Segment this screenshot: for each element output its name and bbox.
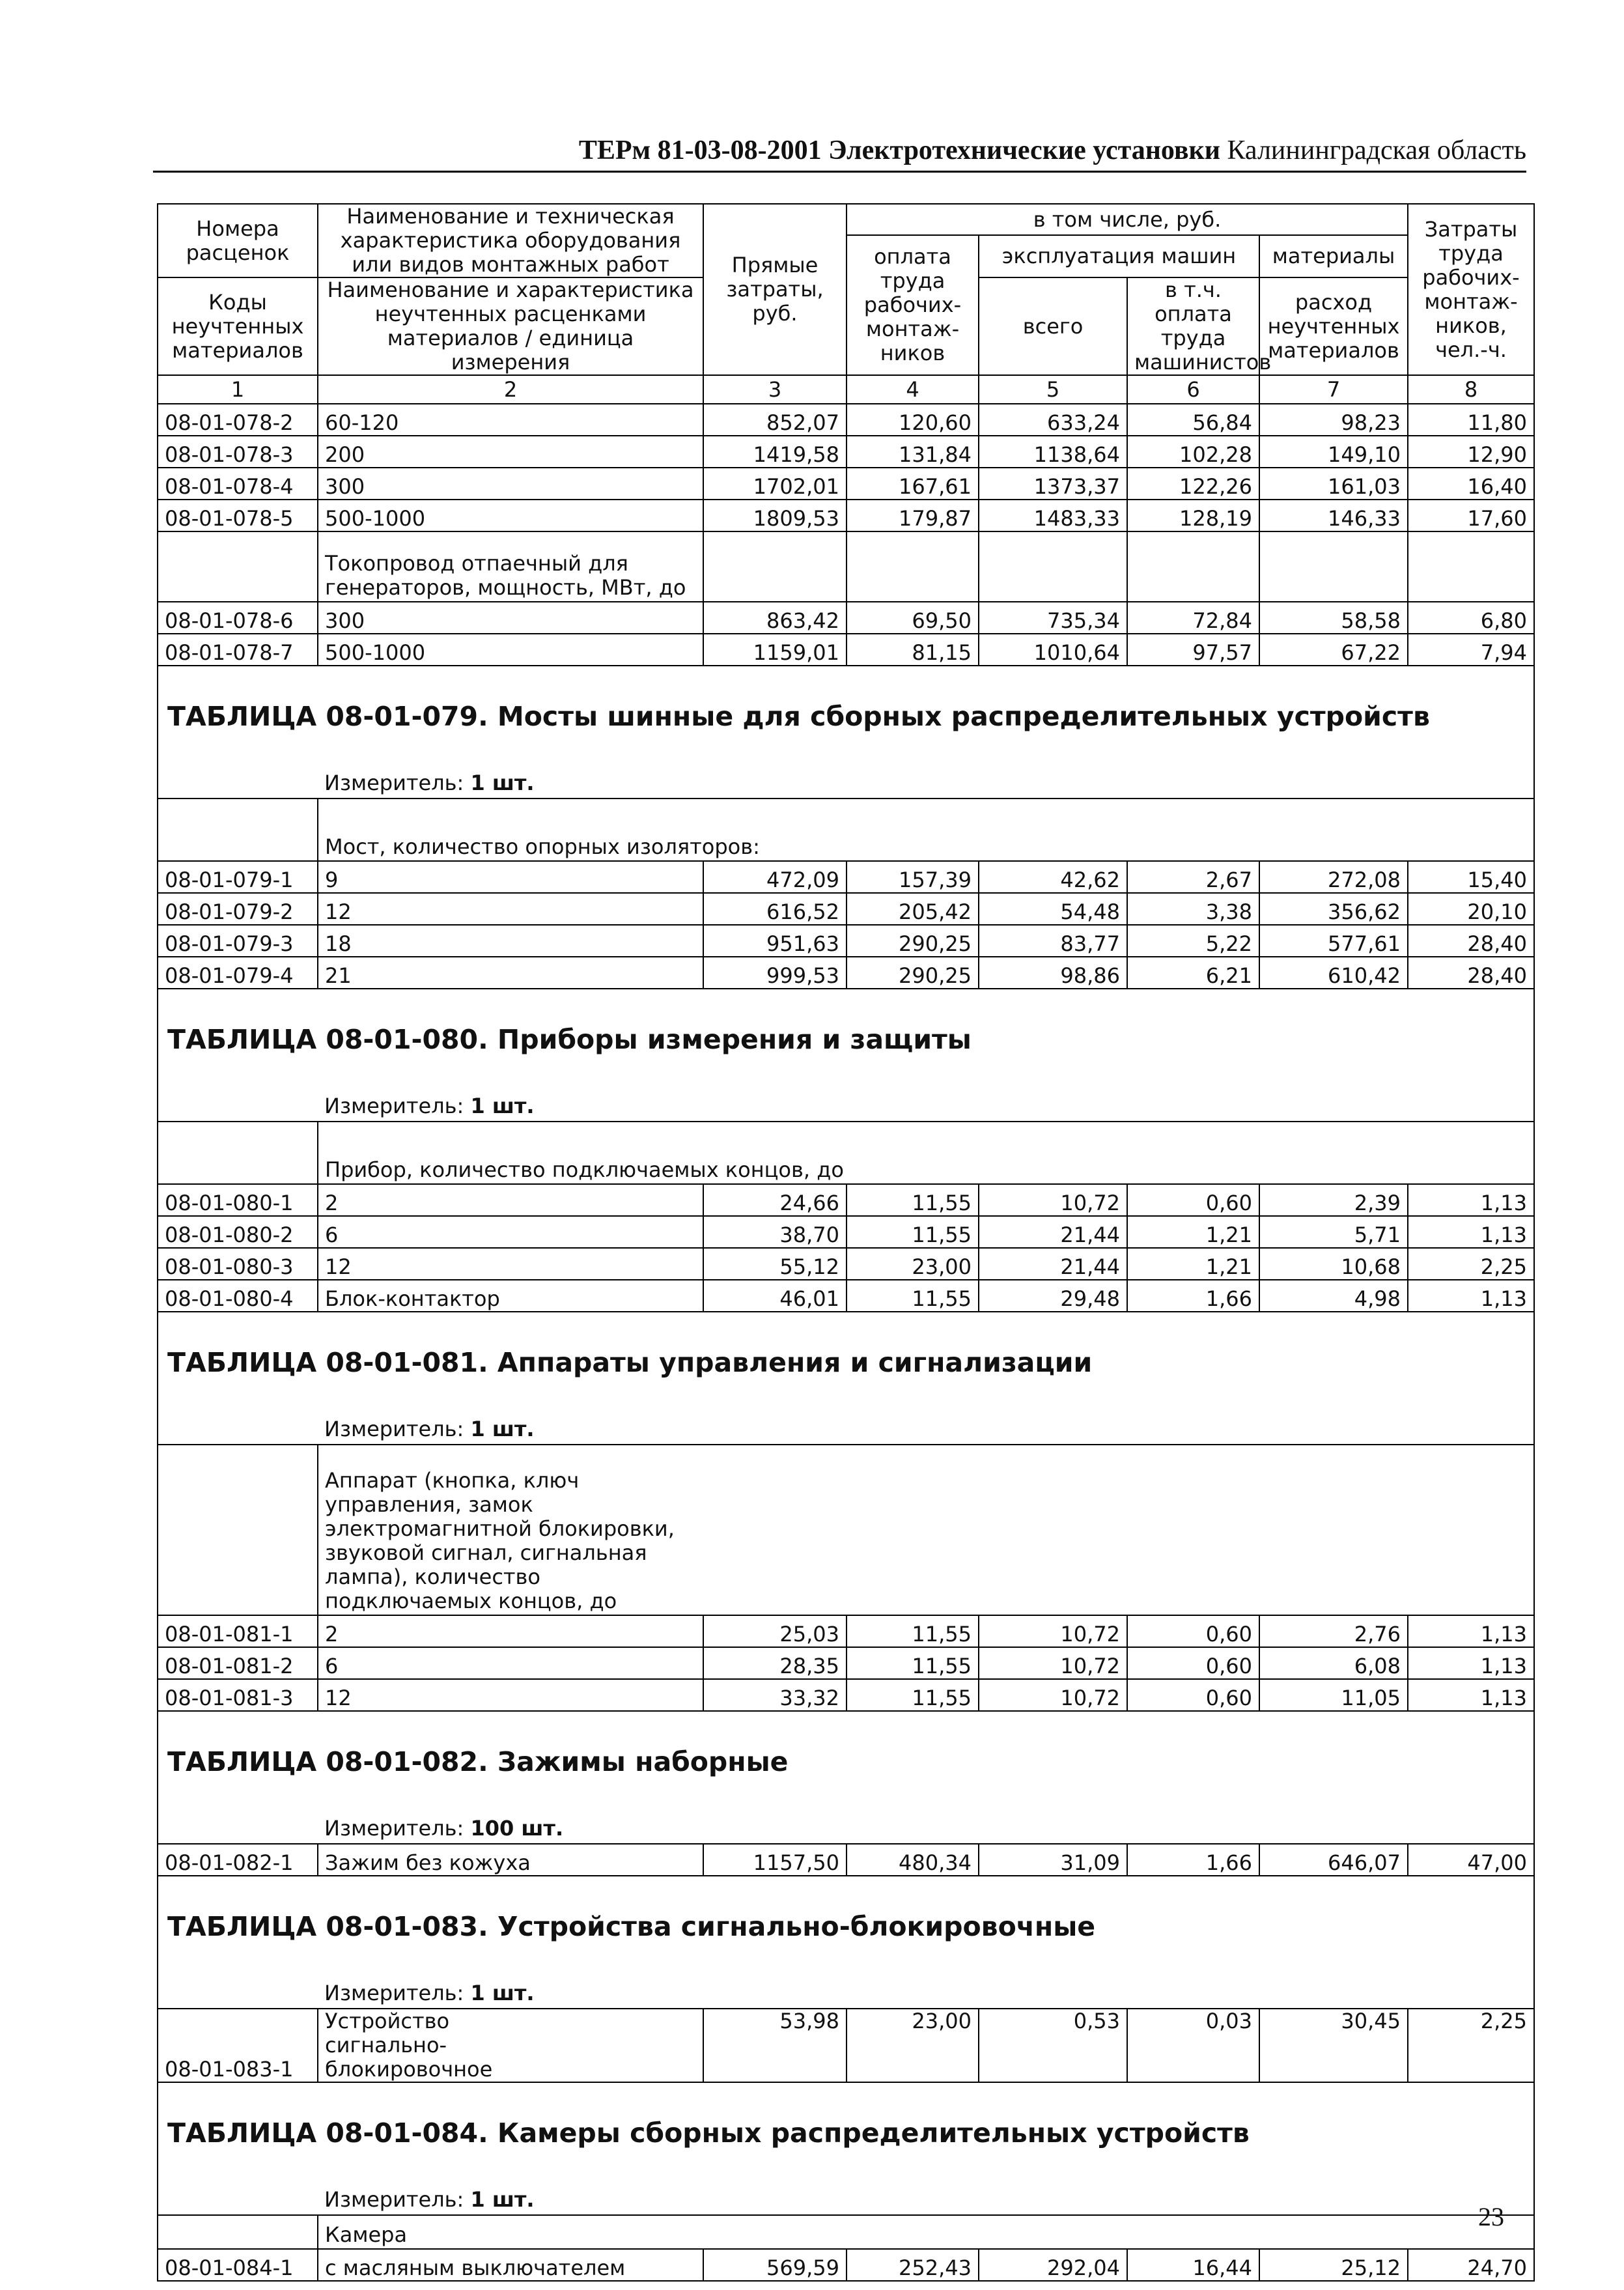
unit-row (318, 1083, 1534, 1122)
materials-cost: 11,05 (1259, 1679, 1408, 1711)
table-row (158, 468, 1534, 500)
col-number: 3 (703, 375, 847, 404)
machinist-wages: 1,66 (1127, 1844, 1259, 1876)
unit-value: 1 шт. (470, 1094, 535, 1118)
blank-cell (158, 1122, 318, 1184)
labor-hours: 1,13 (1408, 1647, 1534, 1679)
labor-hours: 20,10 (1408, 893, 1534, 925)
group-label: Мост, количество опорных изоляторов: (318, 799, 1534, 861)
wages-cost: 81,15 (847, 634, 979, 666)
rates-table (157, 203, 1535, 2282)
section-078b (158, 531, 1534, 602)
wages-cost: 290,25 (847, 957, 979, 989)
direct-cost: 863,42 (703, 602, 847, 634)
materials-cost: 2,39 (1259, 1184, 1408, 1216)
direct-cost: 852,07 (703, 404, 847, 436)
rate-code: 08-01-084-1 (158, 2249, 318, 2281)
table-row (158, 404, 1534, 436)
wages-cost: 290,25 (847, 925, 979, 957)
page-number: 23 (1478, 2202, 1504, 2231)
machinist-wages: 1,21 (1127, 1248, 1259, 1280)
header-subject: Электротехнические установки (828, 135, 1220, 165)
machinist-wages: 128,19 (1127, 500, 1259, 531)
col-number: 7 (1259, 375, 1408, 404)
header-region: Калининградская область (1227, 135, 1526, 165)
rate-code: 08-01-078-7 (158, 634, 318, 666)
rate-name: 12 (318, 1679, 703, 1711)
blank-cell (158, 799, 318, 861)
wages-cost: 11,55 (847, 1679, 979, 1711)
machines-cost: 10,72 (979, 1184, 1127, 1216)
labor-hours: 12,90 (1408, 436, 1534, 468)
machines-cost: 21,44 (979, 1216, 1127, 1248)
materials-cost: 577,61 (1259, 925, 1408, 957)
unit-row (318, 1406, 1534, 1445)
machines-cost: 98,86 (979, 957, 1127, 989)
direct-cost: 1702,01 (703, 468, 847, 500)
wages-cost: 179,87 (847, 500, 979, 531)
col-number: 6 (1127, 375, 1259, 404)
wages-cost: 11,55 (847, 1184, 979, 1216)
direct-cost: 1159,01 (703, 634, 847, 666)
direct-cost: 33,32 (703, 1679, 847, 1711)
labor-hours: 47,00 (1408, 1844, 1534, 1876)
rows-082 (158, 1844, 1534, 1876)
rate-code: 08-01-078-2 (158, 404, 318, 436)
table-row (158, 1216, 1534, 1248)
machines-cost: 21,44 (979, 1248, 1127, 1280)
machinist-wages: 0,60 (1127, 1615, 1259, 1647)
direct-cost: 951,63 (703, 925, 847, 957)
machinist-wages: 0,60 (1127, 1647, 1259, 1679)
rate-code: 08-01-079-1 (158, 861, 318, 893)
machines-cost: 31,09 (979, 1844, 1127, 1876)
rate-code: 08-01-080-2 (158, 1216, 318, 1248)
machinist-wages: 56,84 (1127, 404, 1259, 436)
table-caption: ТАБЛИЦА 08-01-080. Приборы измерения и защиты (158, 989, 1534, 1083)
machines-cost: 1373,37 (979, 468, 1127, 500)
rows-083 (158, 2009, 1534, 2082)
unit-label: Измеритель: (324, 1094, 464, 1118)
direct-cost: 28,35 (703, 1647, 847, 1679)
unit-row (318, 2177, 1534, 2215)
machines-cost: 10,72 (979, 1647, 1127, 1679)
table-row (158, 893, 1534, 925)
labor-hours: 16,40 (1408, 468, 1534, 500)
rate-name: 6 (318, 1216, 703, 1248)
rate-name: 9 (318, 861, 703, 893)
rate-code: 08-01-080-1 (158, 1184, 318, 1216)
wages-cost: 11,55 (847, 1647, 979, 1679)
table-row (158, 2249, 1534, 2281)
rate-name: Устройство сигнально-блокировочное (318, 2009, 703, 2082)
rate-name: 6 (318, 1647, 703, 1679)
header-code: ТЕРм 81-03-08-2001 (578, 135, 822, 165)
direct-cost: 46,01 (703, 1280, 847, 1312)
table-row (158, 634, 1534, 666)
labor-hours: 15,40 (1408, 861, 1534, 893)
rows-084 (158, 2249, 1534, 2281)
col-materials: материалы (1259, 235, 1408, 277)
unit-row (318, 760, 1534, 799)
col-number: 5 (979, 375, 1127, 404)
table-row (158, 861, 1534, 893)
machines-cost: 54,48 (979, 893, 1127, 925)
direct-cost: 24,66 (703, 1184, 847, 1216)
table-caption: ТАБЛИЦА 08-01-083. Устройства сигнально-блокировочные (158, 1876, 1534, 1970)
labor-hours: 6,80 (1408, 602, 1534, 634)
materials-cost: 4,98 (1259, 1280, 1408, 1312)
table-row (158, 1679, 1534, 1711)
wages-cost: 157,39 (847, 861, 979, 893)
table-header (158, 204, 1534, 404)
table-row (158, 1615, 1534, 1647)
materials-cost: 98,23 (1259, 404, 1408, 436)
unit-label: Измеритель: (324, 1417, 464, 1441)
col-direct: Прямые затраты, руб. (703, 204, 847, 375)
machines-cost: 42,62 (979, 861, 1127, 893)
unit-value: 1 шт. (470, 770, 535, 795)
machines-cost: 10,72 (979, 1615, 1127, 1647)
labor-hours: 17,60 (1408, 500, 1534, 531)
wages-cost: 480,34 (847, 1844, 979, 1876)
labor-hours: 24,70 (1408, 2249, 1534, 2281)
materials-cost: 272,08 (1259, 861, 1408, 893)
machinist-wages: 1,21 (1127, 1216, 1259, 1248)
machinist-wages: 6,21 (1127, 957, 1259, 989)
col-name-top: Наименование и техническая характеристика оборудования или видов монтажных работ (318, 204, 703, 277)
rate-code: 08-01-079-4 (158, 957, 318, 989)
machinist-wages: 0,03 (1127, 2009, 1259, 2082)
table-caption: ТАБЛИЦА 08-01-082. Зажимы наборные (158, 1711, 1534, 1805)
col-name-bottom: Наименование и характеристика неучтенных расценками материалов / единица измерения (318, 277, 703, 375)
section-079 (158, 666, 1534, 861)
col-labor: Затраты труда рабочих-монтаж-ников, чел.-ч. (1408, 204, 1534, 375)
blank-cell (158, 531, 318, 602)
rate-name: 500-1000 (318, 634, 703, 666)
rate-code: 08-01-078-6 (158, 602, 318, 634)
col-machines: эксплуатация машин (979, 235, 1259, 277)
wages-cost: 11,55 (847, 1615, 979, 1647)
rows-078b (158, 602, 1534, 666)
table-caption: ТАБЛИЦА 08-01-081. Аппараты управления и сигнализации (158, 1312, 1534, 1406)
labor-hours: 2,25 (1408, 2009, 1534, 2082)
table-row (158, 1280, 1534, 1312)
machinist-wages: 0,60 (1127, 1679, 1259, 1711)
table-row (158, 436, 1534, 468)
section-081 (158, 1312, 1534, 1615)
machinist-wages: 102,28 (1127, 436, 1259, 468)
wages-cost: 120,60 (847, 404, 979, 436)
unit-row (318, 1805, 1534, 1844)
rate-name: 2 (318, 1184, 703, 1216)
section-078a (158, 404, 1534, 531)
table-row (158, 957, 1534, 989)
labor-hours: 28,40 (1408, 925, 1534, 957)
materials-cost: 646,07 (1259, 1844, 1408, 1876)
section-083 (158, 1876, 1534, 2009)
group-label: Камера (318, 2215, 1534, 2249)
group-label: Прибор, количество подключаемых концов, до (318, 1122, 1534, 1184)
materials-cost: 5,71 (1259, 1216, 1408, 1248)
machines-cost: 633,24 (979, 404, 1127, 436)
labor-hours: 11,80 (1408, 404, 1534, 436)
rate-name: 200 (318, 436, 703, 468)
labor-hours: 1,13 (1408, 1679, 1534, 1711)
materials-cost: 356,62 (1259, 893, 1408, 925)
rate-name: Зажим без кожуха (318, 1844, 703, 1876)
rate-code: 08-01-079-3 (158, 925, 318, 957)
col-codes-top: Номера расценок (158, 204, 318, 277)
machines-cost: 292,04 (979, 2249, 1127, 2281)
labor-hours: 7,94 (1408, 634, 1534, 666)
rate-code: 08-01-080-3 (158, 1248, 318, 1280)
machines-cost: 0,53 (979, 2009, 1127, 2082)
table-row (158, 2009, 1534, 2082)
rate-name: 21 (318, 957, 703, 989)
rows-081 (158, 1615, 1534, 1711)
unit-label: Измеритель: (324, 1981, 464, 2005)
header-rule (153, 171, 1526, 173)
column-number-row (158, 375, 1534, 404)
rate-code: 08-01-083-1 (158, 2009, 318, 2082)
rate-code: 08-01-078-3 (158, 436, 318, 468)
direct-cost: 1809,53 (703, 500, 847, 531)
col-number: 2 (318, 375, 703, 404)
unit-label: Измеритель: (324, 1816, 464, 1841)
table-caption: ТАБЛИЦА 08-01-079. Мосты шинные для сборных распределительных устройств (158, 666, 1534, 760)
materials-cost: 2,76 (1259, 1615, 1408, 1647)
materials-cost: 161,03 (1259, 468, 1408, 500)
wages-cost: 23,00 (847, 2009, 979, 2082)
direct-cost: 1157,50 (703, 1844, 847, 1876)
unit-value: 1 шт. (470, 1981, 535, 2005)
materials-cost: 10,68 (1259, 1248, 1408, 1280)
machinist-wages: 97,57 (1127, 634, 1259, 666)
wages-cost: 252,43 (847, 2249, 979, 2281)
direct-cost: 472,09 (703, 861, 847, 893)
unit-label: Измеритель: (324, 2187, 464, 2212)
rate-name: 12 (318, 893, 703, 925)
wages-cost: 11,55 (847, 1280, 979, 1312)
machines-cost: 1483,33 (979, 500, 1127, 531)
labor-hours: 1,13 (1408, 1216, 1534, 1248)
table-caption: ТАБЛИЦА 08-01-084. Камеры сборных распределительных устройств (158, 2082, 1534, 2177)
table-row (158, 500, 1534, 531)
machinist-wages: 0,60 (1127, 1184, 1259, 1216)
unit-value: 1 шт. (470, 1417, 535, 1441)
wages-cost: 69,50 (847, 602, 979, 634)
direct-cost: 569,59 (703, 2249, 847, 2281)
rate-name: 500-1000 (318, 500, 703, 531)
table-row (158, 1647, 1534, 1679)
direct-cost: 53,98 (703, 2009, 847, 2082)
machines-cost: 1138,64 (979, 436, 1127, 468)
col-materials-sub: расход неучтенных материалов (1259, 277, 1408, 375)
machinist-wages: 16,44 (1127, 2249, 1259, 2281)
machines-cost: 1010,64 (979, 634, 1127, 666)
rows-079 (158, 861, 1534, 989)
unit-value: 100 шт. (470, 1816, 564, 1841)
wages-cost: 205,42 (847, 893, 979, 925)
rate-code: 08-01-081-2 (158, 1647, 318, 1679)
col-including: в том числе, руб. (847, 204, 1408, 235)
rate-name: 300 (318, 468, 703, 500)
col-codes-bottom: Коды неучтенных материалов (158, 277, 318, 375)
machinist-wages: 1,66 (1127, 1280, 1259, 1312)
rate-name: 12 (318, 1248, 703, 1280)
materials-cost: 146,33 (1259, 500, 1408, 531)
unit-label: Измеритель: (324, 770, 464, 795)
group-label-text: Аппарат (кнопка, ключ управления, замок электромагнитной блокировки, звуковой сигнал, сигнальная лампа), количество подключаемых концов, до (325, 1468, 675, 1613)
blank-cell (158, 2215, 318, 2249)
table-row (158, 1844, 1534, 1876)
labor-hours: 1,13 (1408, 1184, 1534, 1216)
col-machines-wages: в т.ч. оплата труда машинистов (1127, 277, 1259, 375)
col-number: 1 (158, 375, 318, 404)
table-row (158, 602, 1534, 634)
direct-cost: 55,12 (703, 1248, 847, 1280)
machinist-wages: 2,67 (1127, 861, 1259, 893)
wages-cost: 23,00 (847, 1248, 979, 1280)
wages-cost: 167,61 (847, 468, 979, 500)
rate-name: 2 (318, 1615, 703, 1647)
machines-cost: 29,48 (979, 1280, 1127, 1312)
unit-row (318, 1970, 1534, 2009)
direct-cost: 25,03 (703, 1615, 847, 1647)
machines-cost: 10,72 (979, 1679, 1127, 1711)
machinist-wages: 122,26 (1127, 468, 1259, 500)
rate-code: 08-01-081-3 (158, 1679, 318, 1711)
col-wages: оплата труда рабочих-монтаж-ников (847, 235, 979, 375)
rate-name: с масляным выключателем (318, 2249, 703, 2281)
machinist-wages: 72,84 (1127, 602, 1259, 634)
labor-hours: 28,40 (1408, 957, 1534, 989)
labor-hours: 1,13 (1408, 1615, 1534, 1647)
direct-cost: 999,53 (703, 957, 847, 989)
materials-cost: 30,45 (1259, 2009, 1408, 2082)
wages-cost: 11,55 (847, 1216, 979, 1248)
table-row (158, 925, 1534, 957)
materials-cost: 6,08 (1259, 1647, 1408, 1679)
group-label (318, 1445, 1534, 1615)
table-row (158, 1184, 1534, 1216)
materials-cost: 25,12 (1259, 2249, 1408, 2281)
blank-cell (158, 1445, 318, 1615)
unit-value: 1 шт. (470, 2187, 535, 2212)
labor-hours: 1,13 (1408, 1280, 1534, 1312)
page-header (161, 134, 1526, 167)
rate-name: 300 (318, 602, 703, 634)
rate-name: 18 (318, 925, 703, 957)
rate-name: Блок-контактор (318, 1280, 703, 1312)
group-label: Токопровод отпаечный для генераторов, мощность, МВт, до (318, 531, 703, 602)
labor-hours: 2,25 (1408, 1248, 1534, 1280)
col-number: 8 (1408, 375, 1534, 404)
machinist-wages: 3,38 (1127, 893, 1259, 925)
materials-cost: 149,10 (1259, 436, 1408, 468)
materials-cost: 58,58 (1259, 602, 1408, 634)
rate-code: 08-01-082-1 (158, 1844, 318, 1876)
materials-cost: 67,22 (1259, 634, 1408, 666)
col-machines-total: всего (979, 277, 1127, 375)
rate-code: 08-01-080-4 (158, 1280, 318, 1312)
wages-cost: 131,84 (847, 436, 979, 468)
direct-cost: 1419,58 (703, 436, 847, 468)
machines-cost: 83,77 (979, 925, 1127, 957)
rate-code: 08-01-081-1 (158, 1615, 318, 1647)
rate-code: 08-01-078-5 (158, 500, 318, 531)
direct-cost: 616,52 (703, 893, 847, 925)
col-number: 4 (847, 375, 979, 404)
section-084 (158, 2082, 1534, 2249)
rate-name: 60-120 (318, 404, 703, 436)
rate-code: 08-01-078-4 (158, 468, 318, 500)
direct-cost: 38,70 (703, 1216, 847, 1248)
rows-080 (158, 1184, 1534, 1312)
materials-cost: 610,42 (1259, 957, 1408, 989)
table-row (158, 1248, 1534, 1280)
section-080 (158, 989, 1534, 1184)
machinist-wages: 5,22 (1127, 925, 1259, 957)
machines-cost: 735,34 (979, 602, 1127, 634)
section-082 (158, 1711, 1534, 1844)
rate-code: 08-01-079-2 (158, 893, 318, 925)
